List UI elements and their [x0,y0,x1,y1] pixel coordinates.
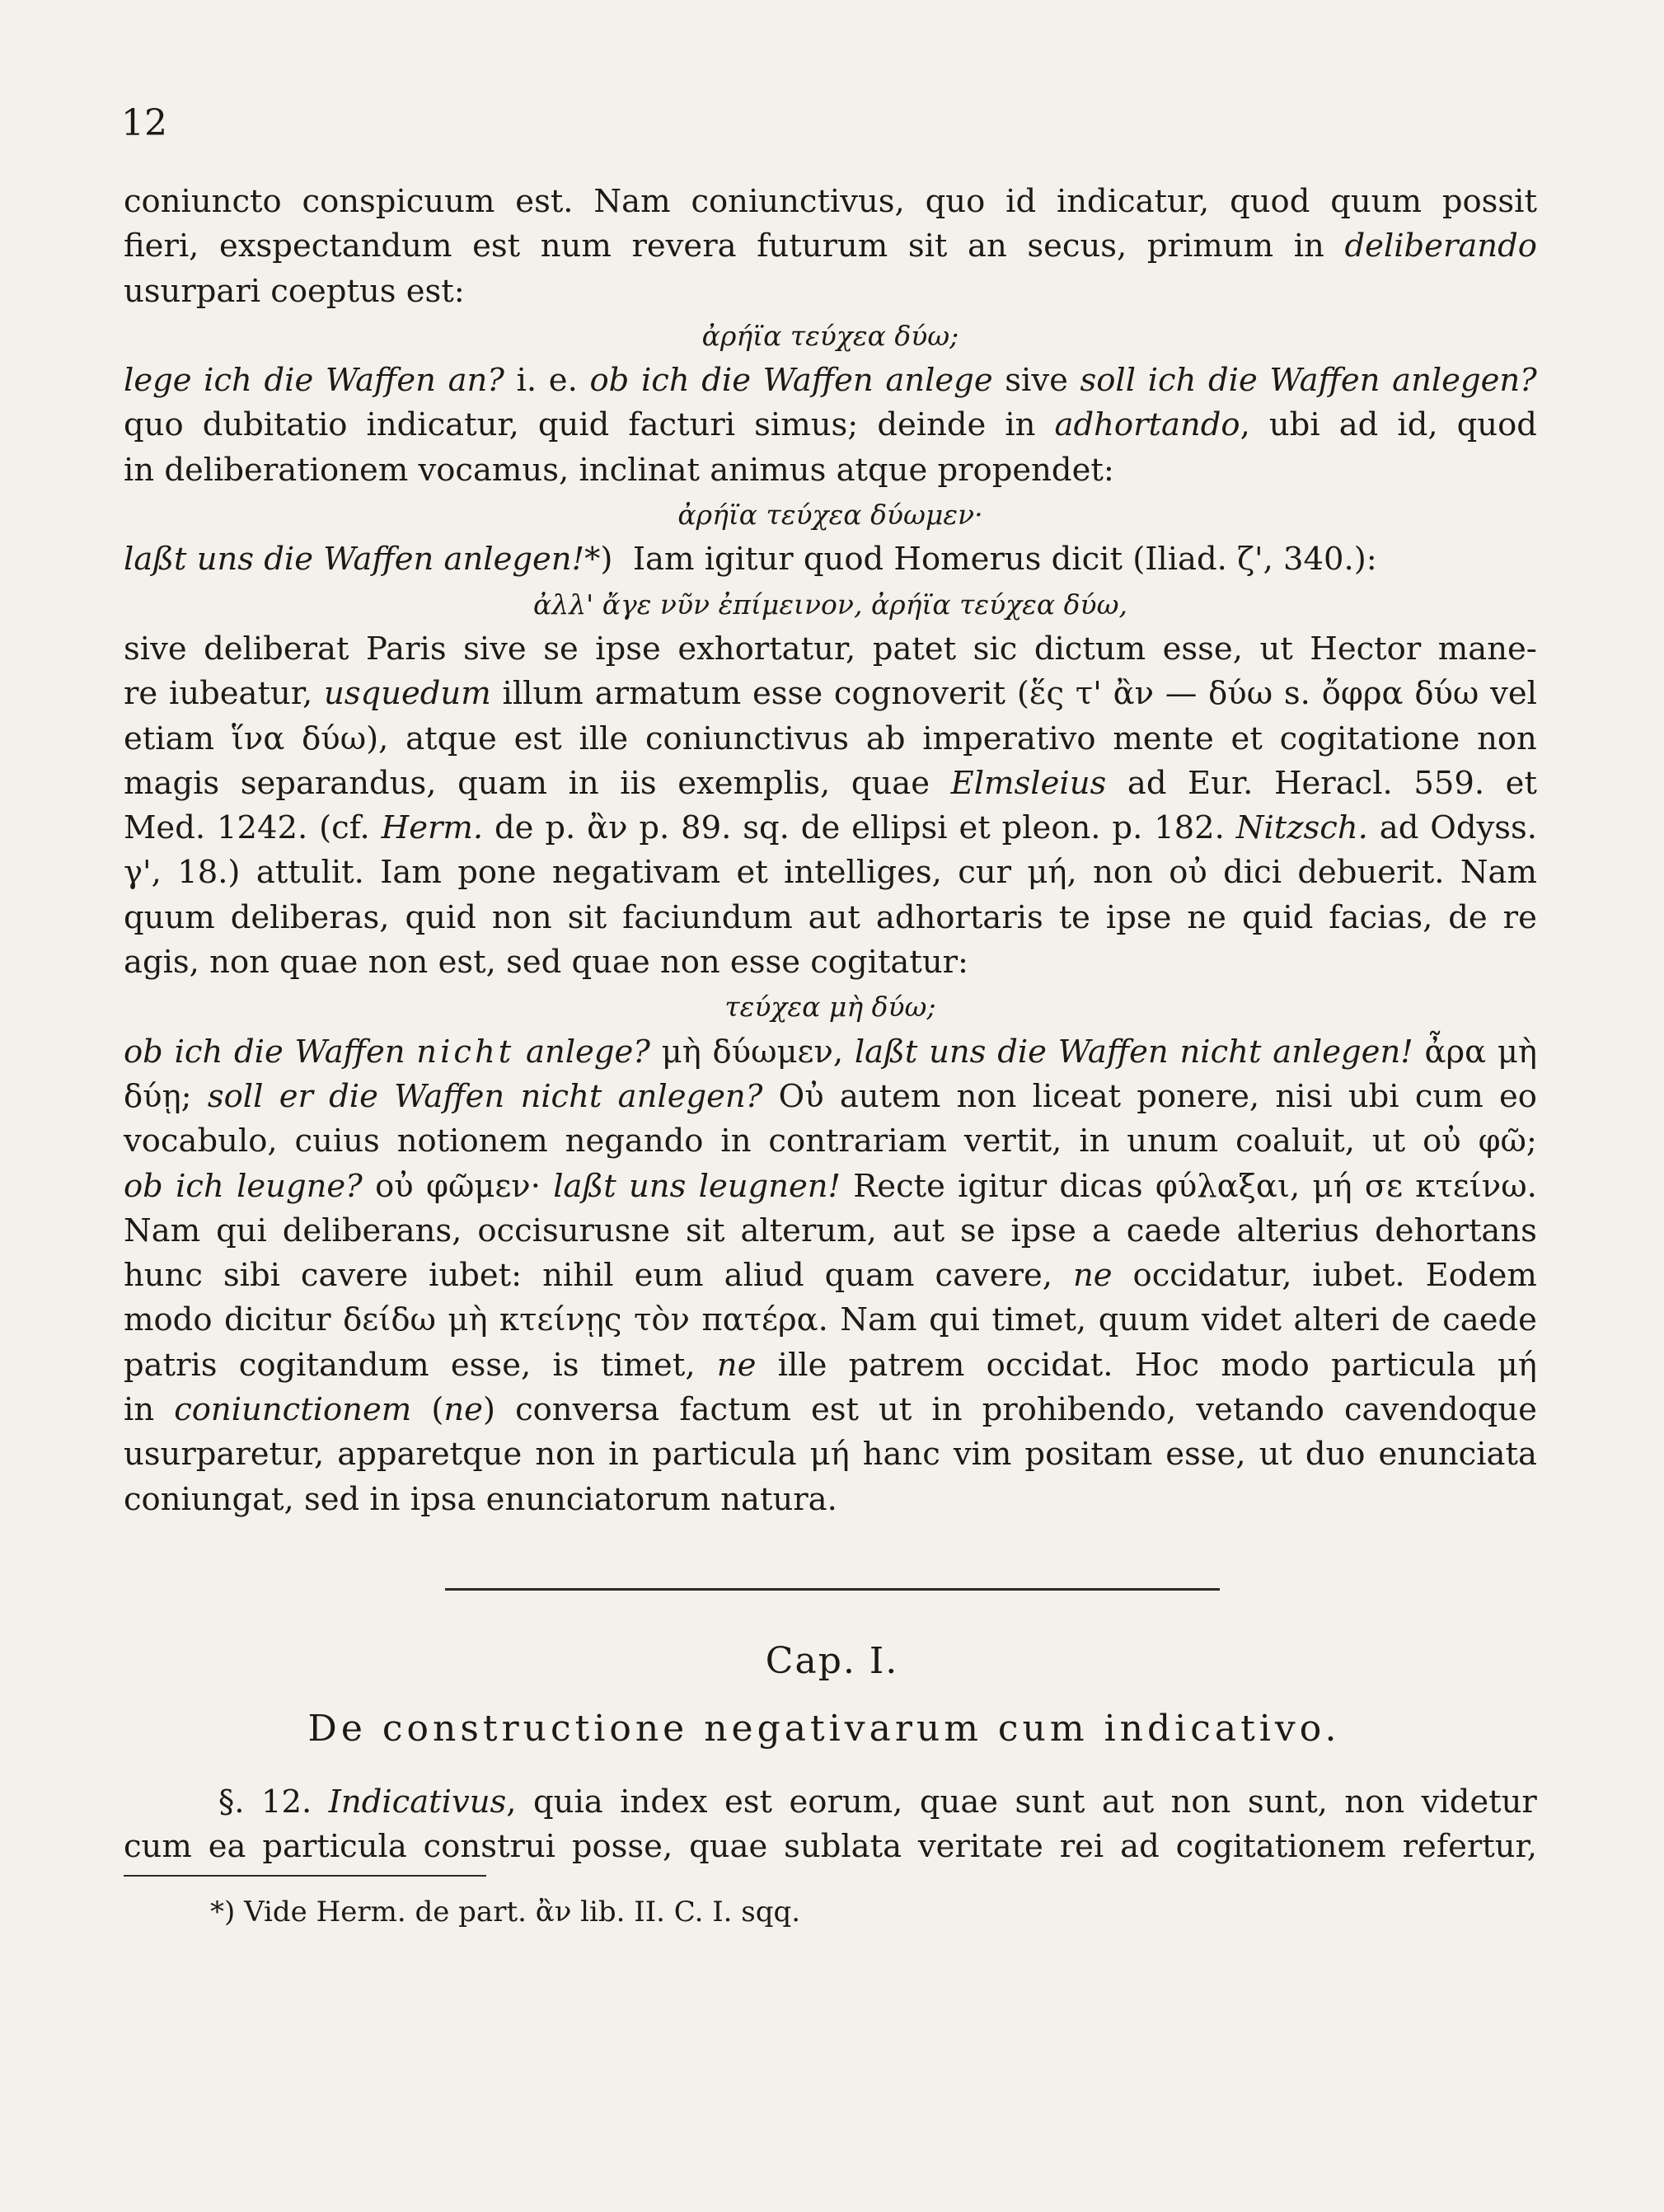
body-line: re iubeatur, usquedum illum armatum esse cognoverit (ἕς τ' ἂν — δύω s. ὄφρα δύω vel [124,675,1537,713]
chapter-label: Cap. I. [765,1640,899,1682]
body-line: Med. 1242. (cf. Herm. de p. ἂν p. 89. sq. de ellipsi et pleon. p. 182. Nitzsch. ad Odyss. [124,809,1537,847]
body-line: δύῃ; soll er die Waffen nicht anlegen? Οὐ autem non liceat ponere, nisi ubi cum eo [124,1077,1537,1115]
body-line: ἀρήϊα τεύχεα δύωμεν· [677,499,983,532]
body-line: coniungat, sed in ipsa enunciatorum natura. [124,1480,837,1518]
body-line: ἀρήϊα τεύχεα δύω; [701,319,959,352]
body-text [124,180,1537,1522]
body-line: laßt uns die Waffen anlegen! *) Iam igitur quod Homerus dicit (Iliad. ζ', 340.): [124,541,1377,579]
body-line: usurparetur, apparetque non in particula μή hanc vim positam esse, ut duo enunciata [124,1436,1537,1474]
body-line: hunc sibi cavere iubet: nihil eum aliud quam cavere, ne occidatur, iubet. Eodem [124,1257,1537,1295]
body-line: lege ich die Waffen an? i. e. ob ich die Waffen anlege sive soll ich die Waffen anlegen? [124,362,1537,400]
body-line: vocabulo, cuius notionem negando in contrariam vertit, in unum coaluit, ut οὐ φῶ; [124,1122,1537,1160]
body-line: modo dicitur δείδω μὴ κτείνῃς τὸν πατέρα. Nam qui timet, quum videt alteri de caede [124,1301,1537,1339]
para12-line: cum ea particula construi posse, quae sublata veritate rei ad cogitationem refertur, [124,1828,1537,1866]
body-line: Nam qui deliberans, occisurusne sit alterum, aut se ipse a caede alterius dehortans [124,1211,1537,1249]
body-line: ἀλλ' ἄγε νῦν ἐπίμεινον, ἀρήϊα τεύχεα δύω, [533,588,1127,621]
body-line: in coniunctionem (ne) conversa factum est ut in prohibendo, vetando cavendoque [124,1391,1537,1429]
body-line: quo dubitatio indicatur, quid facturi simus; deinde in adhortando, ubi ad id, quod [124,406,1537,444]
body-line: τεύχεα μὴ δύω; [724,991,936,1024]
body-line: γ', 18.) attulit. Iam pone negativam et intelliges, cur μή, non οὐ dici debuerit. Nam [124,854,1537,892]
body-line: usurpari coeptus est: [124,272,465,310]
body-line: etiam ἵνα δύω), atque est ille coniunctivus ab imperativo mente et cogitatione non [124,719,1537,757]
paragraph-12 [124,1780,1537,1870]
footnote: *) Vide Herm. de part. ἂν lib. II. C. I. sqq. [210,1896,801,1928]
body-line: quum deliberas, quid non sit faciundum aut adhortaris te ipse ne quid facias, de re [124,898,1537,936]
para12-line: §. 12. Indicativus, quia index est eorum, quae sunt aut non sunt, non videtur [218,1783,1537,1821]
body-line: patris cogitandum esse, is timet, ne ille patrem occidat. Hoc modo particula μή [124,1346,1537,1384]
body-line: ob ich die Waffen nicht anlege? μὴ δύωμεν, laßt uns die Waffen nicht anlegen! ἆρα μὴ [124,1033,1537,1071]
section-divider [445,1588,1220,1591]
page-number: 12 [121,102,167,144]
body-line: fieri, exspectandum est num revera futurum sit an secus, primum in deliberando [124,227,1537,265]
footnote-rule [124,1875,486,1877]
chapter-title: De constructione negativarum cum indicativo. [307,1708,1341,1750]
body-line: ob ich leugne? οὐ φῶμεν· laßt uns leugnen! Recte igitur dicas φύλαξαι, μή σε κτείνω. [124,1167,1537,1205]
body-line: coniuncto conspicuum est. Nam coniunctivus, quo id indicatur, quod quum possit [124,183,1537,220]
body-line: sive deliberat Paris sive se ipse exhortatur, patet sic dictum esse, ut Hector mane- [124,630,1537,668]
body-line: magis separandus, quam in iis exemplis, quae Elmsleius ad Eur. Heracl. 559. et [124,764,1537,802]
body-line: agis, non quae non est, sed quae non esse cogitatur: [124,944,969,982]
body-line: in deliberationem vocamus, inclinat animus atque propendet: [124,451,1114,489]
